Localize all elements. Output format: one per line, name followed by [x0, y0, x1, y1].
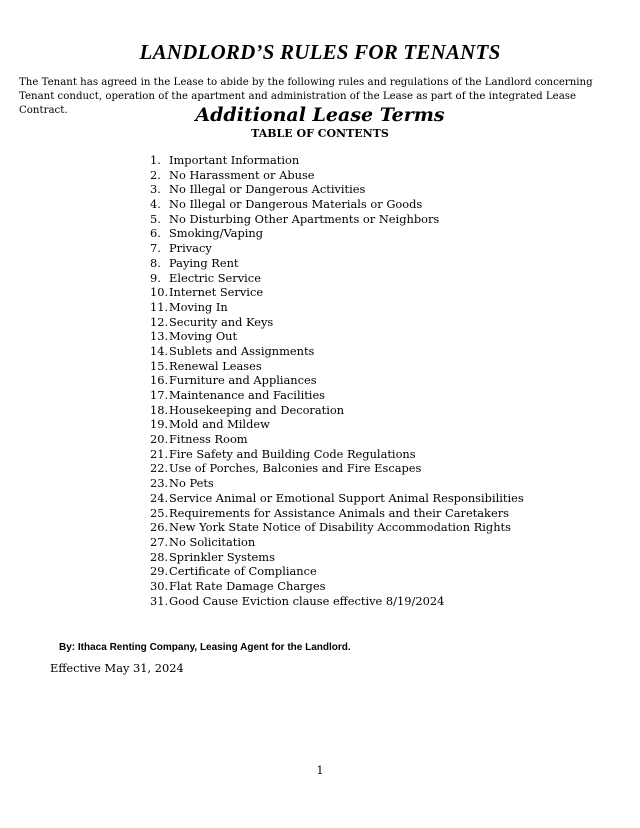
toc-item	[150, 182, 524, 197]
toc-item-number: 14.	[150, 343, 169, 358]
toc-item	[150, 344, 524, 359]
toc-item-number: 31.	[150, 593, 169, 608]
toc-item	[150, 506, 524, 521]
toc-item-number: 2.	[150, 167, 161, 182]
toc-item-number: 4.	[150, 197, 161, 212]
toc-item-number: 15.	[150, 358, 169, 373]
toc-item-number: 8.	[150, 255, 161, 270]
toc-item-number: 18.	[150, 402, 169, 417]
toc-item	[150, 520, 524, 535]
toc-item-number: 13.	[150, 329, 169, 344]
toc-item	[150, 359, 524, 374]
toc-item-number: 29.	[150, 564, 169, 579]
document-title: LANDLORD’S RULES FOR TENANTS	[139, 40, 501, 64]
toc-item	[150, 153, 524, 168]
toc-item	[150, 432, 524, 447]
toc-item	[150, 550, 524, 565]
toc-item	[150, 388, 524, 403]
toc-item-label: Paying Rent	[169, 255, 239, 270]
page-number: 1	[316, 764, 324, 777]
toc-item	[150, 373, 524, 388]
toc-item-label: Security and Keys	[169, 314, 274, 329]
toc-item	[150, 564, 524, 579]
toc-item-number: 9.	[150, 270, 161, 285]
toc-item	[150, 197, 524, 212]
toc-item-label: Service Animal or Emotional Support Animal Responsibilities	[169, 490, 524, 505]
toc-item	[150, 285, 524, 300]
toc-item-number: 10.	[150, 285, 169, 300]
toc-item-number: 6.	[150, 226, 161, 241]
toc-item-label: No Harassment or Abuse	[169, 167, 315, 182]
toc-item-number: 19.	[150, 417, 169, 432]
toc-item-number: 7.	[150, 241, 161, 256]
toc-item-label: Sublets and Assignments	[169, 343, 315, 358]
toc-item	[150, 594, 524, 609]
effective-date: Effective May 31, 2024	[50, 661, 184, 675]
toc-item-label: No Illegal or Dangerous Activities	[169, 182, 366, 197]
section-subtitle: Additional Lease Terms	[195, 104, 445, 126]
toc-item-label: Mold and Mildew	[169, 417, 270, 432]
toc-item-label: Important Information	[169, 153, 300, 167]
toc-item	[150, 241, 524, 256]
toc-item-number: 23.	[150, 476, 169, 491]
intro-paragraph: The Tenant has agreed in the Lease to abide by the following rules and regulations of the Landlord concerning Tenant conduct, operation of the apartment and administration of the Lease as part of the integrated Lease Contract.	[19, 77, 593, 116]
toc-item-label: No Pets	[169, 476, 214, 491]
toc-item	[150, 168, 524, 183]
byline: By: Ithaca Renting Company, Leasing Agent for the Landlord.	[59, 642, 351, 653]
toc-item-label: New York State Notice of Disability Accommodation Rights	[169, 520, 511, 535]
toc-item-number: 5.	[150, 211, 161, 226]
toc-item-label: Fitness Room	[169, 432, 248, 447]
toc-item-label: Fire Safety and Building Code Regulations	[169, 446, 416, 461]
toc-item	[150, 315, 524, 330]
toc-item	[150, 579, 524, 594]
toc-item-number: 21.	[150, 446, 169, 461]
toc-item	[150, 300, 524, 315]
toc-item	[150, 491, 524, 506]
toc-item-number: 1.	[150, 153, 161, 167]
toc-item	[150, 271, 524, 286]
toc-item-number: 30.	[150, 578, 169, 593]
toc-item-number: 16.	[150, 373, 169, 388]
toc-item-number: 24.	[150, 490, 169, 505]
toc-item-label: Requirements for Assistance Animals and their Caretakers	[169, 505, 509, 520]
toc-item	[150, 226, 524, 241]
toc-item-number: 20.	[150, 432, 169, 447]
toc-item	[150, 535, 524, 550]
toc-item-number: 3.	[150, 182, 161, 197]
toc-heading: TABLE OF CONTENTS	[251, 127, 389, 140]
toc-item	[150, 403, 524, 418]
toc-item-number: 12.	[150, 314, 169, 329]
toc-item	[150, 461, 524, 476]
toc-item-label: No Disturbing Other Apartments or Neighbors	[169, 211, 440, 226]
toc-item	[150, 256, 524, 271]
toc-item-number: 22.	[150, 461, 169, 476]
toc-item-label: Electric Service	[169, 270, 261, 285]
toc-item-number: 28.	[150, 549, 169, 564]
toc-item	[150, 447, 524, 462]
toc-item	[150, 417, 524, 432]
toc-item-label: Maintenance and Facilities	[169, 388, 326, 402]
toc-item-label: Moving In	[169, 299, 228, 314]
toc-item-label: Certificate of Compliance	[169, 564, 317, 579]
toc-item-label: Renewal Leases	[169, 358, 262, 373]
toc-item-number: 17.	[150, 388, 169, 402]
toc-item-label: Privacy	[169, 241, 212, 256]
toc-item-number: 11.	[150, 299, 169, 314]
toc-item-label: No Solicitation	[169, 534, 256, 549]
toc-item-label: Good Cause Eviction clause effective 8/19/2024	[169, 593, 445, 608]
toc-item-number: 25.	[150, 505, 169, 520]
toc-item-label: Use of Porches, Balconies and Fire Escapes	[169, 461, 422, 476]
toc-item-label: No Illegal or Dangerous Materials or Goods	[169, 197, 423, 212]
toc-item-label: Housekeeping and Decoration	[169, 402, 345, 417]
toc-item	[150, 329, 524, 344]
toc-item-number: 27.	[150, 534, 169, 549]
toc-item-label: Moving Out	[169, 329, 238, 344]
toc-item-number: 26.	[150, 520, 169, 535]
toc-item-label: Flat Rate Damage Charges	[169, 578, 326, 593]
toc-item-label: Smoking/Vaping	[169, 226, 264, 241]
toc-item-label: Internet Service	[169, 285, 264, 300]
toc-item-label: Sprinkler Systems	[169, 549, 275, 564]
toc-item	[150, 476, 524, 491]
toc-item	[150, 212, 524, 227]
table-of-contents	[150, 153, 524, 608]
toc-item-label: Furniture and Appliances	[169, 373, 317, 388]
